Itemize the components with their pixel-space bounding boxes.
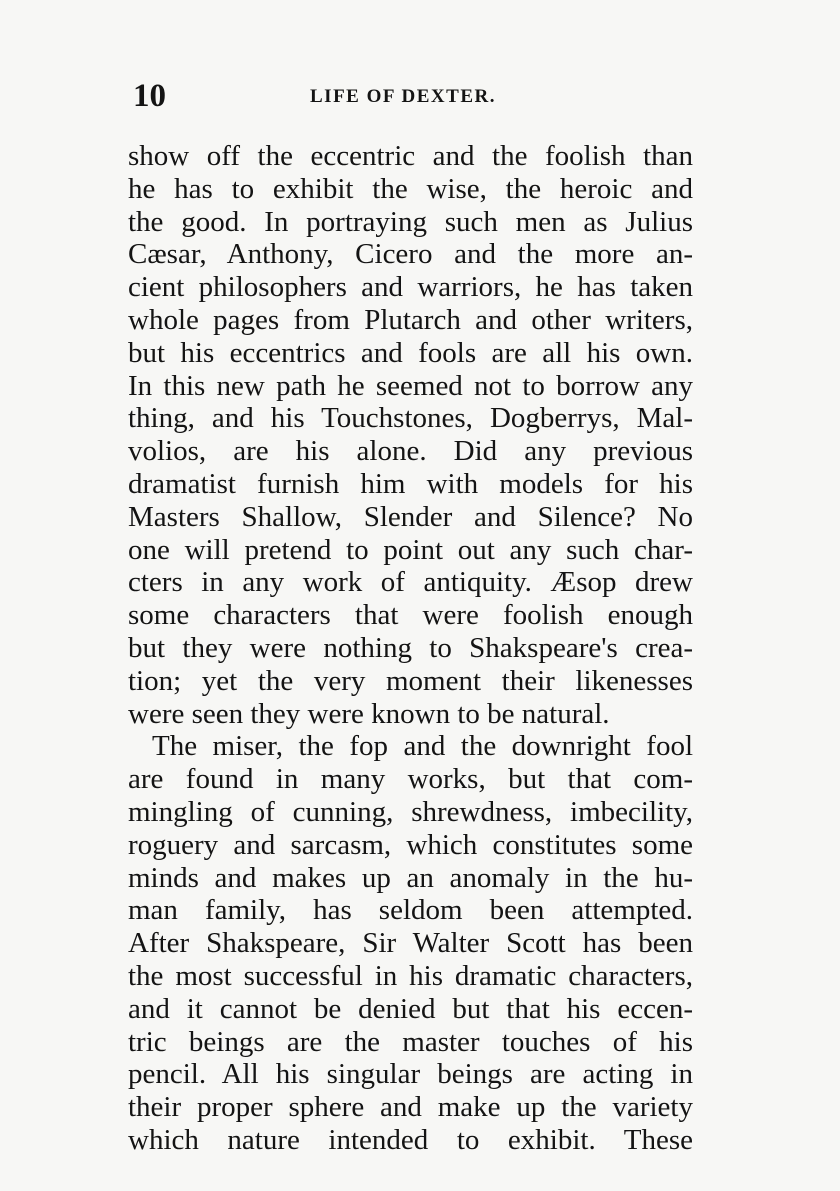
text-line: some characters that were foolish enough (128, 599, 693, 632)
text-line: he has to exhibit the wise, the heroic and (128, 172, 693, 205)
text-line: Cæsar, Anthony, Cicero and the more an- (128, 238, 693, 271)
text-line: tric beings are the master touches of his (128, 1025, 693, 1058)
text-line: dramatist furnish him with models for his (128, 467, 693, 500)
text-line: After Shakspeare, Sir Walter Scott has been (128, 927, 693, 960)
text-line: Masters Shallow, Slender and Silence? No (128, 500, 693, 533)
text-line: which nature intended to exhibit. These (128, 1123, 693, 1156)
text-line: the good. In portraying such men as Julius (128, 205, 693, 238)
text-line: their proper sphere and make up the variety (128, 1091, 693, 1124)
paragraph-first-line: The miser, the fop and the downright fool (152, 730, 693, 763)
text-line: the most successful in his dramatic characters, (128, 959, 693, 992)
text-line: man family, has seldom been attempted. (128, 894, 693, 927)
text-line: thing, and his Touchstones, Dogberrys, Mal- (128, 402, 693, 435)
text-line: one will pretend to point out any such char- (128, 533, 693, 566)
text-line: are found in many works, but that com- (128, 763, 693, 796)
text-line: tion; yet the very moment their likenesses (128, 664, 693, 697)
text-line: mingling of cunning, shrewdness, imbecility, (128, 795, 693, 828)
text-line: but they were nothing to Shakspeare's crea- (128, 631, 693, 664)
body-text (128, 140, 693, 1157)
text-line: whole pages from Plutarch and other writers, (128, 303, 693, 336)
text-line: and it cannot be denied but that his eccen- (128, 992, 693, 1025)
text-line: roguery and sarcasm, which constitutes some (128, 828, 693, 861)
running-title: LIFE OF DEXTER. (310, 86, 496, 107)
text-line: but his eccentrics and fools are all his own. (128, 336, 693, 369)
text-line: pencil. All his singular beings are acting in (128, 1058, 693, 1091)
page-number: 10 (133, 78, 166, 114)
text-line: were seen they were known to be natural. (128, 697, 610, 730)
text-line: cters in any work of antiquity. Æsop drew (128, 566, 693, 599)
text-line: show off the eccentric and the foolish than (128, 140, 693, 172)
page-header (133, 76, 693, 116)
text-line: In this new path he seemed not to borrow any (128, 369, 693, 402)
text-line: minds and makes up an anomaly in the hu- (128, 861, 693, 894)
text-line: volios, are his alone. Did any previous (128, 435, 693, 468)
text-line: cient philosophers and warriors, he has taken (128, 271, 693, 304)
